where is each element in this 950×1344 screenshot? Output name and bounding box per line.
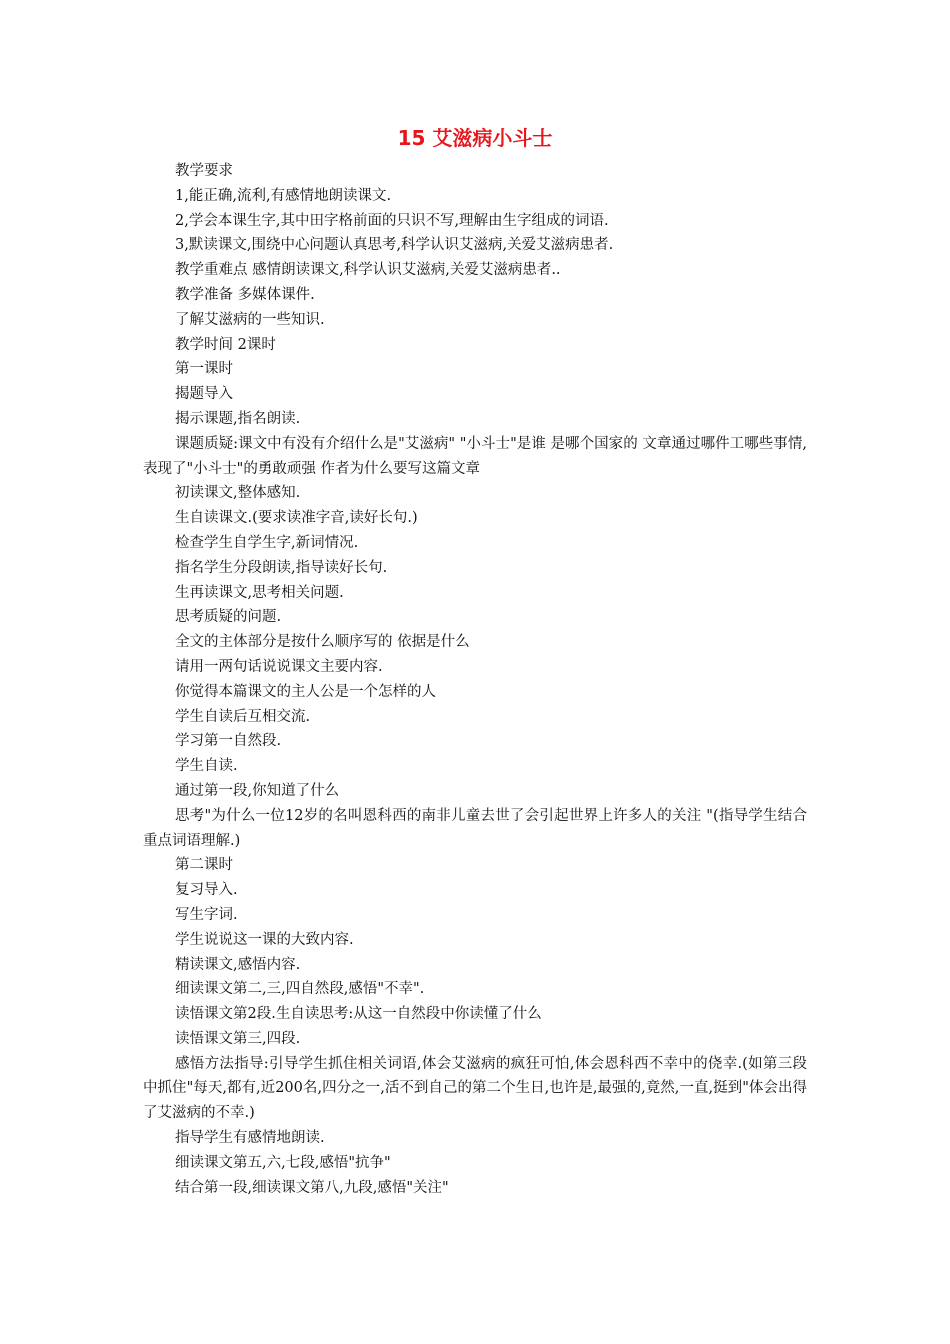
- paragraph: 教学时间 2课时: [175, 336, 276, 353]
- paragraph: 教学要求: [175, 163, 233, 179]
- paragraph: 揭题导入: [175, 386, 233, 403]
- paragraph: 全文的主体部分是按什么顺序写的 依据是什么: [175, 634, 470, 651]
- paragraph: 精读课文,感悟内容.: [175, 956, 301, 973]
- paragraph: 3,默读课文,围绕中心问题认真思考,科学认识艾滋病,关爱艾滋病患者.: [175, 237, 614, 254]
- paragraph: 指导学生有感情地朗读.: [175, 1130, 325, 1147]
- paragraph: 指名学生分段朗读,指导读好长句.: [175, 559, 388, 576]
- document-title: 15 艾滋病小斗士: [397, 126, 553, 150]
- paragraph: 检查学生自学生字,新词情况.: [175, 534, 359, 551]
- paragraph: 初读课文,整体感知.: [175, 485, 301, 502]
- paragraph: 1,能正确,流利,有感情地朗读课文.: [175, 187, 392, 204]
- paragraph: 课题质疑:课文中有没有介绍什么是"艾滋病" "小斗士"是谁 是哪个国家的 文章通过哪件工哪些事情,表现了"小斗士"的勇敢顽强 作者为什么要写这篇文章: [143, 435, 807, 477]
- paragraph: 学生自读后互相交流.: [175, 708, 311, 725]
- paragraph: 教学准备 多媒体课件.: [175, 286, 315, 303]
- paragraph: 结合第一段,细读课文第八,九段,感悟"关注": [175, 1179, 449, 1196]
- paragraph: 写生字词.: [175, 906, 238, 923]
- paragraph: 复习导入.: [175, 882, 238, 899]
- paragraph: 第一课时: [175, 361, 233, 378]
- paragraph: 2,学会本课生字,其中田字格前面的只识不写,理解由生字组成的词语.: [175, 212, 609, 229]
- paragraph: 了解艾滋病的一些知识.: [175, 311, 325, 328]
- paragraph: 细读课文第二,三,四自然段,感悟"不幸".: [175, 981, 425, 998]
- paragraph: 感悟方法指导:引导学生抓住相关词语,体会艾滋病的疯狂可怕,体会恩科西不幸中的侥幸.(如第三段中抓住"每天,都有,近200名,四分之一,活不到自己的第二个生日,也许是,最强的,竟然,一直,挺到"体会出得了艾滋病的不幸.): [143, 1055, 807, 1122]
- paragraph: 学生自读.: [175, 758, 238, 775]
- paragraph: 你觉得本篇课文的主人公是一个怎样的人: [175, 683, 436, 700]
- paragraph: 揭示课题,指名朗读.: [175, 410, 301, 427]
- paragraph: 生再读课文,思考相关问题.: [175, 584, 344, 601]
- paragraph: 读悟课文第三,四段.: [175, 1030, 301, 1047]
- paragraph: 请用一两句话说说课文主要内容.: [175, 658, 383, 675]
- paragraph: 思考"为什么一位12岁的名叫恩科西的南非儿童去世了会引起世界上许多人的关注 "(指导学生结合重点词语理解.): [143, 807, 807, 849]
- paragraph: 细读课文第五,六,七段,感悟"抗争": [175, 1154, 391, 1171]
- paragraph: 通过第一段,你知道了什么: [175, 782, 340, 799]
- paragraph: 学习第一自然段.: [175, 733, 282, 750]
- paragraph: 思考质疑的问题.: [175, 609, 282, 626]
- document-body: [143, 159, 807, 1200]
- paragraph: 学生说说这一课的大致内容.: [175, 931, 354, 948]
- paragraph: 第二课时: [175, 857, 233, 874]
- paragraph: 生自读课文.(要求读准字音,读好长句.): [175, 510, 418, 527]
- paragraph: 教学重难点 感情朗读课文,科学认识艾滋病,关爱艾滋病患者..: [175, 262, 561, 279]
- paragraph: 读悟课文第2段.生自读思考:从这一自然段中你读懂了什么: [175, 1006, 542, 1023]
